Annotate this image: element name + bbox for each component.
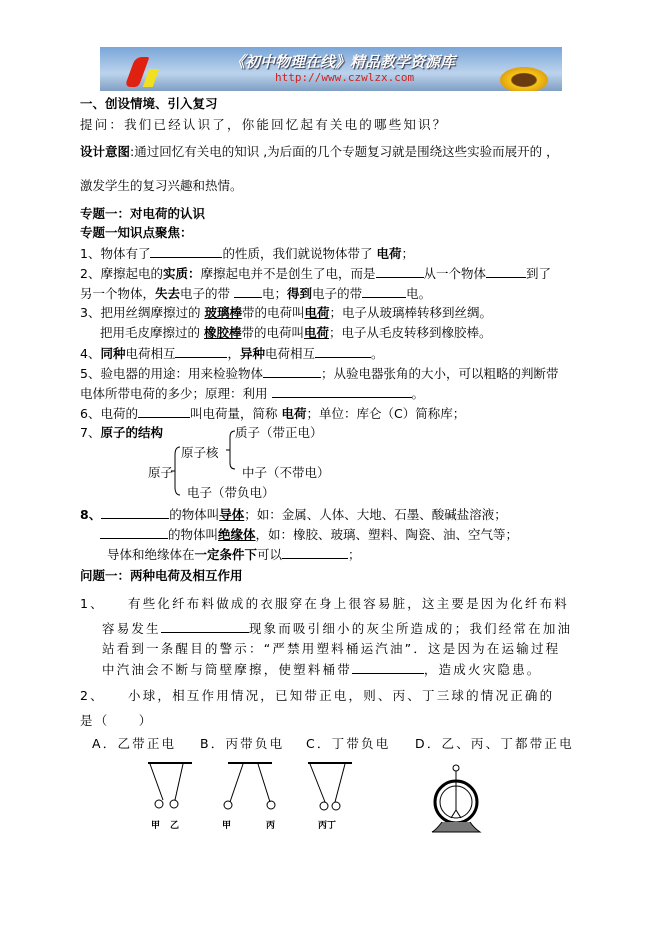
text-span: 电子的带 bbox=[180, 286, 231, 301]
text-span: 4、 bbox=[80, 346, 101, 361]
pendulum-figures bbox=[140, 755, 380, 825]
item-5-cont bbox=[80, 384, 424, 403]
item-8 bbox=[80, 505, 507, 524]
item-5 bbox=[80, 364, 558, 383]
text-span: ， bbox=[227, 346, 240, 361]
text-span: 6、电荷的 bbox=[80, 406, 138, 421]
answer-blank[interactable] bbox=[100, 525, 168, 539]
text-span: 1、 bbox=[80, 596, 105, 611]
text-span: 从一个物体 bbox=[423, 266, 487, 281]
text-span: ，如：橡胶、玻璃、塑料、陶瓷、油、空气等； bbox=[255, 527, 519, 542]
banner-url: http://www.czwlzx.com bbox=[275, 71, 415, 84]
text-span: 电荷 bbox=[304, 305, 330, 320]
text-span: 电荷 bbox=[281, 406, 307, 421]
option-b[interactable]: B．丙带负电 bbox=[200, 736, 285, 751]
topic-title: 专题一：对电荷的认识 bbox=[80, 206, 206, 221]
design-intent bbox=[80, 143, 559, 161]
text-span: 电荷 bbox=[376, 246, 402, 261]
ball-label-bing-ding: 丙丁 bbox=[318, 821, 337, 831]
item-2-cont bbox=[80, 284, 431, 303]
text-span: 2、 bbox=[80, 688, 105, 703]
q1-line1 bbox=[80, 595, 569, 613]
sunflower-image bbox=[500, 67, 548, 91]
text-span: ；如：金属、人体、大地、石墨、酸碱盐溶液； bbox=[244, 507, 507, 522]
text-span: 带的电荷叫 bbox=[241, 325, 305, 340]
text-span: 玻璃棒 bbox=[204, 305, 242, 320]
text-span: 绝缘体 bbox=[218, 527, 256, 542]
option-d[interactable]: D．乙、丙、丁都带正电 bbox=[415, 736, 574, 751]
text-span: 。 bbox=[411, 386, 425, 401]
text-span: 导体和绝缘体在 bbox=[107, 547, 195, 562]
text-span: 到了 bbox=[526, 266, 552, 281]
electroscope-icon bbox=[428, 762, 488, 834]
option-c[interactable]: C．丁带负电 bbox=[306, 736, 391, 751]
intent-text: :通过回忆有关电的知识 ,为后面的几个专题复习就是围绕这些实验而展开的 ， bbox=[130, 144, 559, 159]
q1-line3: 站看到一条醒目的警示：“严禁用塑料桶运汽油”．这是因为在运输过程 bbox=[102, 641, 561, 656]
text-span: 电荷相互 bbox=[265, 346, 316, 361]
text-span: 5、验电器的用途：用来检验物体 bbox=[80, 366, 263, 381]
answer-blank[interactable] bbox=[138, 404, 190, 418]
answer-blank[interactable] bbox=[376, 264, 424, 278]
answer-blank[interactable] bbox=[101, 505, 169, 519]
item-3 bbox=[80, 304, 492, 322]
text-span: 带的电荷叫 bbox=[241, 305, 305, 320]
proton-label: 质子（带正电） bbox=[235, 425, 323, 440]
text-span: 导体 bbox=[219, 507, 245, 522]
item-2 bbox=[80, 264, 551, 283]
ball-label-jia: 甲 bbox=[222, 821, 232, 831]
answer-blank[interactable] bbox=[161, 619, 249, 633]
text-span: 有些化纤布料做成的衣服穿在身上很容易脏，这主要是因为化纤布料 bbox=[128, 596, 570, 611]
text-span: 电； bbox=[262, 286, 288, 301]
text-span: 现象而吸引细小的灰尘所造成的；我们经常在加油 bbox=[248, 621, 573, 636]
text-span: ；从验电器张角的大小，可以粗略的判断带 bbox=[320, 366, 559, 381]
text-span: ，造成火灾隐患。 bbox=[423, 662, 542, 677]
q1-line4 bbox=[102, 660, 542, 679]
text-span: 小球，相互作用情况，已知带正电，则、丙、丁三球的情况正确的 bbox=[128, 688, 555, 703]
answer-blank[interactable] bbox=[362, 284, 406, 298]
text-span: 的物体叫 bbox=[168, 527, 219, 542]
text-span: 摩擦起电并不是创生了电，而是 bbox=[200, 266, 376, 281]
section-heading: 一、创设情境、引入复习 bbox=[80, 96, 218, 111]
item-3-cont bbox=[100, 324, 492, 342]
item-1 bbox=[80, 244, 414, 263]
answer-blank[interactable] bbox=[263, 364, 321, 378]
option-a[interactable]: A．乙带正电 bbox=[92, 736, 177, 751]
text-span: 中汽油会不断与筒壁摩擦，使塑料桶带 bbox=[102, 662, 352, 677]
q1-line2 bbox=[102, 619, 572, 638]
answer-blank[interactable] bbox=[282, 545, 348, 559]
ball-label-yi: 乙 bbox=[170, 821, 180, 831]
ball-label-jia: 甲 bbox=[151, 821, 161, 831]
banner-title: 《初中物理在线》精品教学资源库 bbox=[230, 53, 456, 71]
text-span: 失去 bbox=[155, 286, 181, 301]
text-span: ； bbox=[348, 547, 361, 562]
ball-label-bing: 丙 bbox=[266, 821, 276, 831]
text-span: ；电子从玻璃棒转移到丝绸。 bbox=[329, 305, 493, 320]
text-span: 8、 bbox=[80, 507, 102, 522]
header-banner bbox=[100, 47, 562, 91]
topic-focus: 专题一知识点聚焦： bbox=[80, 225, 193, 240]
text-span: 1、物体有了 bbox=[80, 246, 151, 261]
text-span: 。 bbox=[371, 346, 384, 361]
text-span: 实质： bbox=[162, 266, 201, 281]
text-span: ；单位：库仑（C）简称库； bbox=[306, 406, 466, 421]
electron-label: 电子（带负电） bbox=[187, 485, 275, 500]
intent-text-2: 激发学生的复习兴趣和热情。 bbox=[80, 178, 243, 193]
text-span: 橡胶棒 bbox=[204, 325, 242, 340]
q2-line2: 是（ ） bbox=[80, 713, 154, 728]
item-6 bbox=[80, 404, 465, 423]
text-span: 得到 bbox=[287, 286, 313, 301]
problem-title: 问题一：两种电荷及相互作用 bbox=[80, 568, 243, 583]
text-span: ； bbox=[401, 246, 414, 261]
text-span: 容易发生 bbox=[102, 621, 161, 636]
text-span: 2、摩擦起电的 bbox=[80, 266, 163, 281]
answer-blank[interactable] bbox=[352, 660, 424, 674]
text-span: 的性质，我们就说物体带了 bbox=[222, 246, 373, 261]
item-4 bbox=[80, 344, 384, 363]
answer-blank[interactable] bbox=[272, 384, 412, 398]
text-span: 电荷 bbox=[304, 325, 330, 340]
question-text: 提问：我们已经认识了，你能回忆起有关电的哪些知识？ bbox=[80, 117, 448, 132]
text-span: 同种 bbox=[100, 346, 126, 361]
text-span: 7、 bbox=[80, 425, 101, 440]
text-span: 原子的结构 bbox=[100, 425, 163, 440]
nucleus-label: 原子核 bbox=[181, 445, 219, 460]
answer-blank[interactable] bbox=[150, 244, 222, 258]
item-8-cont-2 bbox=[107, 545, 361, 564]
text-span: 电。 bbox=[406, 286, 432, 301]
text-span: 电荷相互 bbox=[125, 346, 176, 361]
text-span: 的物体叫 bbox=[169, 507, 220, 522]
text-span: 一定条件下 bbox=[194, 547, 258, 562]
atom-structure-braces bbox=[170, 425, 240, 500]
text-span: 把用毛皮摩擦过的 bbox=[100, 325, 201, 340]
text-span: ；电子从毛皮转移到橡胶棒。 bbox=[329, 325, 492, 340]
answer-blank[interactable] bbox=[486, 264, 526, 278]
text-span: 可以 bbox=[257, 547, 283, 562]
text-span: 电子的带 bbox=[312, 286, 363, 301]
text-span: 电体所带电荷的多少；原理：利用 bbox=[80, 386, 268, 401]
text-span: 3、把用丝绸摩擦过的 bbox=[80, 305, 201, 320]
text-span: 另一个物体， bbox=[80, 286, 156, 301]
text-span: 异种 bbox=[240, 346, 266, 361]
neutron-label: 中子（不带电） bbox=[242, 465, 330, 480]
logo-icon-accent bbox=[143, 69, 160, 87]
answer-blank[interactable] bbox=[234, 284, 262, 298]
item-8-cont bbox=[100, 525, 518, 544]
answer-blank[interactable] bbox=[315, 344, 371, 358]
atom-label: 原子 bbox=[148, 465, 174, 480]
item-7 bbox=[80, 424, 163, 442]
q2-line1 bbox=[80, 687, 554, 705]
answer-blank[interactable] bbox=[175, 344, 227, 358]
text-span: 叫电荷量，简称 bbox=[189, 406, 278, 421]
intent-label: 设计意图 bbox=[80, 144, 131, 159]
